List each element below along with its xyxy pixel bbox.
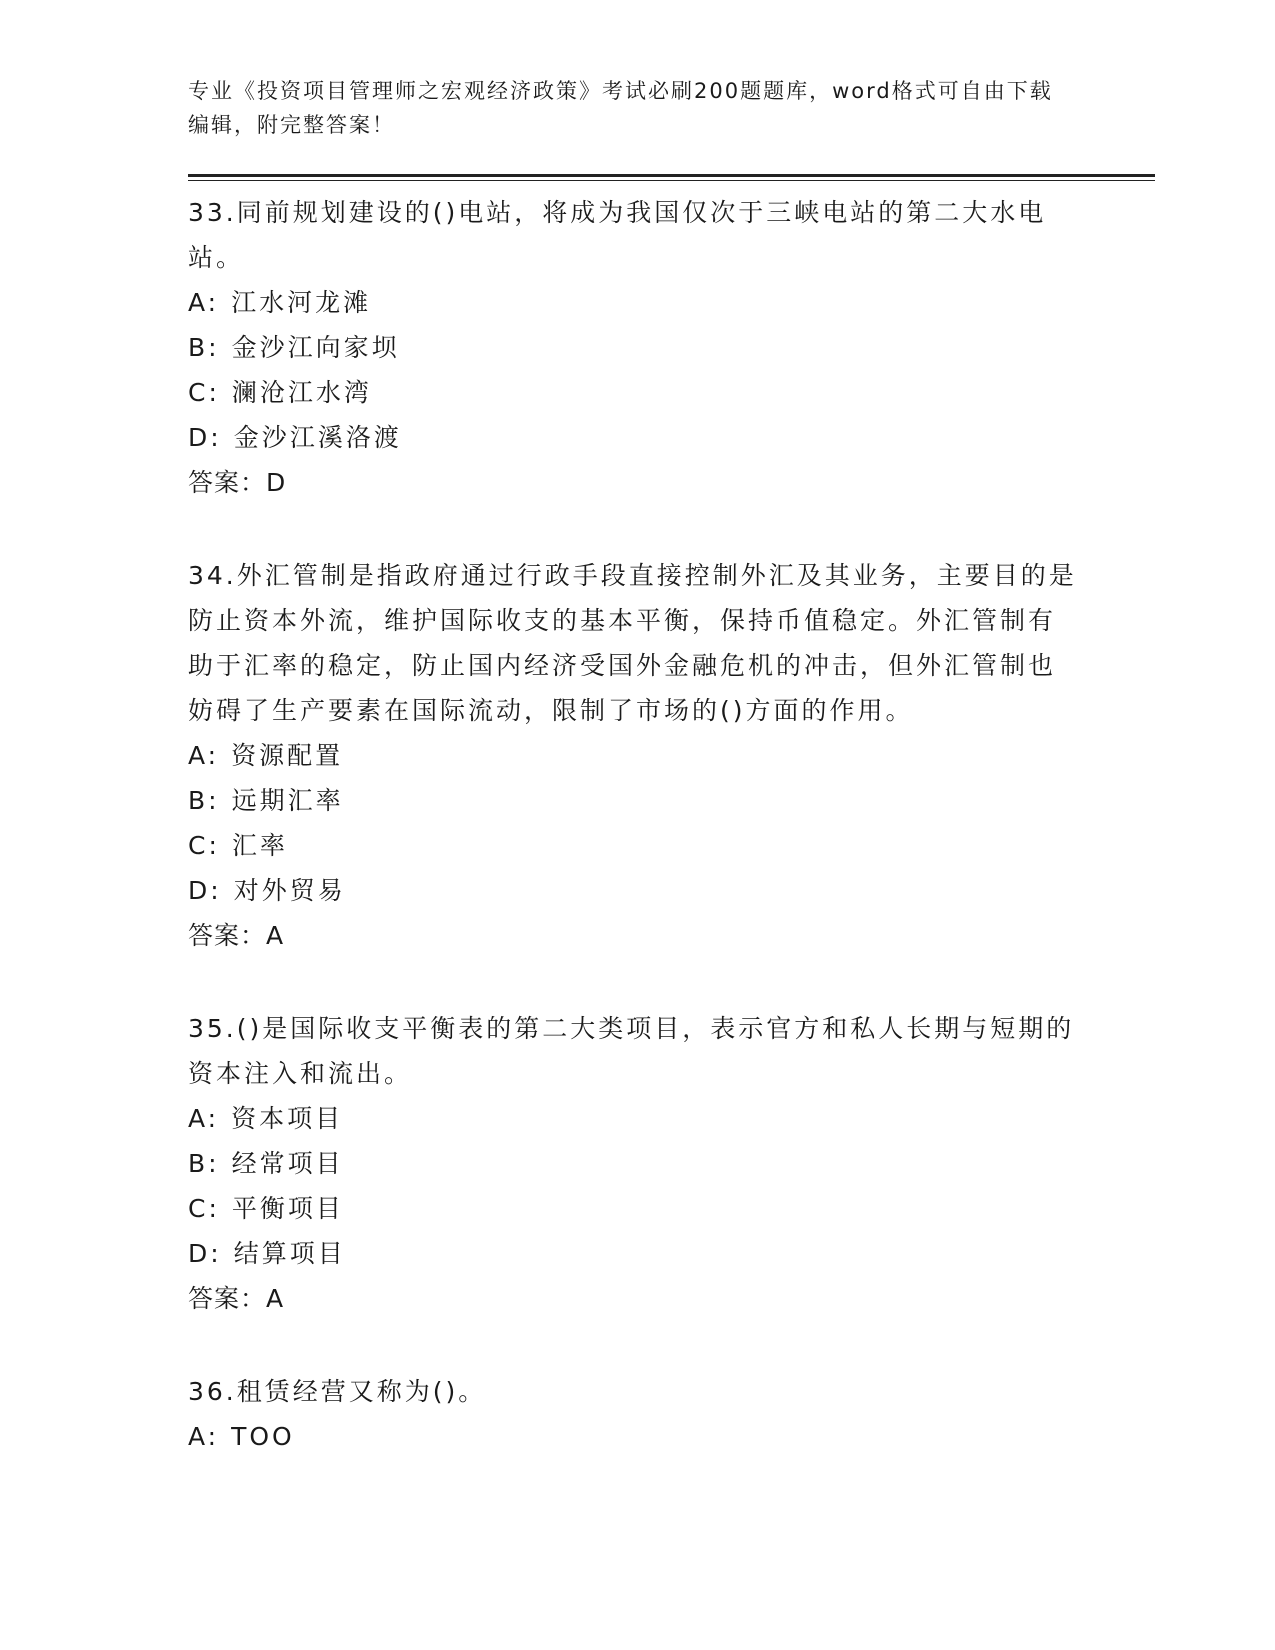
option-b: [188, 778, 1088, 823]
option-c: [188, 1186, 1088, 1231]
option-key: B:: [188, 786, 220, 815]
option-text: 结算项目: [233, 1239, 346, 1268]
answer-line: 答案：A: [188, 1284, 285, 1313]
question-stem: 33.同前规划建设的()电站，将成为我国仅次于三峡电站的第二大水电站。: [188, 198, 1047, 272]
option-key: C:: [188, 831, 220, 860]
option-c: [188, 823, 1088, 868]
option-key: A:: [188, 741, 220, 770]
option-key: A:: [188, 288, 220, 317]
option-key: C:: [188, 1194, 220, 1223]
question-list: [188, 190, 1088, 1507]
option-d: [188, 415, 1088, 460]
question-stem: 35.()是国际收支平衡表的第二大类项目，表示官方和私人长期与短期的资本注入和流出。: [188, 1014, 1075, 1088]
option-text: 平衡项目: [231, 1194, 344, 1223]
option-d: [188, 868, 1088, 913]
question-stem: 36.租赁经营又称为()。: [188, 1377, 487, 1406]
option-a: [188, 733, 1088, 778]
option-text: TOO: [231, 1422, 295, 1451]
document-header: 专业《投资项目管理师之宏观经济政策》考试必刷200题题库，word格式可自由下载编辑，附完整答案！: [188, 79, 1053, 137]
option-key: A:: [188, 1422, 220, 1451]
question-33: [188, 190, 1088, 505]
option-a: [188, 1414, 1088, 1459]
option-key: B:: [188, 1149, 220, 1178]
option-c: [188, 370, 1088, 415]
option-key: D:: [188, 876, 222, 905]
option-text: 金沙江溪洛渡: [233, 423, 402, 452]
header-divider-thin: [188, 180, 1155, 181]
option-text: 经常项目: [231, 1149, 344, 1178]
option-text: 澜沧江水湾: [231, 378, 372, 407]
option-a: [188, 1096, 1088, 1141]
option-text: 资源配置: [231, 741, 344, 770]
header-divider-thick: [188, 174, 1155, 177]
option-d: [188, 1231, 1088, 1276]
option-text: 江水河龙滩: [231, 288, 372, 317]
answer-line: 答案：D: [188, 468, 287, 497]
option-text: 对外贸易: [233, 876, 346, 905]
option-b: [188, 325, 1088, 370]
question-34: [188, 553, 1088, 958]
question-35: [188, 1006, 1088, 1321]
option-text: 远期汇率: [231, 786, 344, 815]
question-36: [188, 1369, 1088, 1459]
option-text: 汇率: [231, 831, 288, 860]
option-key: B:: [188, 333, 220, 362]
option-a: [188, 280, 1088, 325]
option-text: 资本项目: [231, 1104, 344, 1133]
option-key: D:: [188, 1239, 222, 1268]
option-key: D:: [188, 423, 222, 452]
question-stem: 34.外汇管制是指政府通过行政手段直接控制外汇及其业务，主要目的是防止资本外流，维护国际收支的基本平衡，保持币值稳定。外汇管制有助于汇率的稳定，防止国内经济受国外金融危机的冲击，但外汇管制也妨碍了生产要素在国际流动，限制了市场的()方面的作用。: [188, 561, 1077, 725]
option-text: 金沙江向家坝: [231, 333, 400, 362]
option-key: C:: [188, 378, 220, 407]
option-key: A:: [188, 1104, 220, 1133]
answer-line: 答案：A: [188, 921, 285, 950]
option-b: [188, 1141, 1088, 1186]
